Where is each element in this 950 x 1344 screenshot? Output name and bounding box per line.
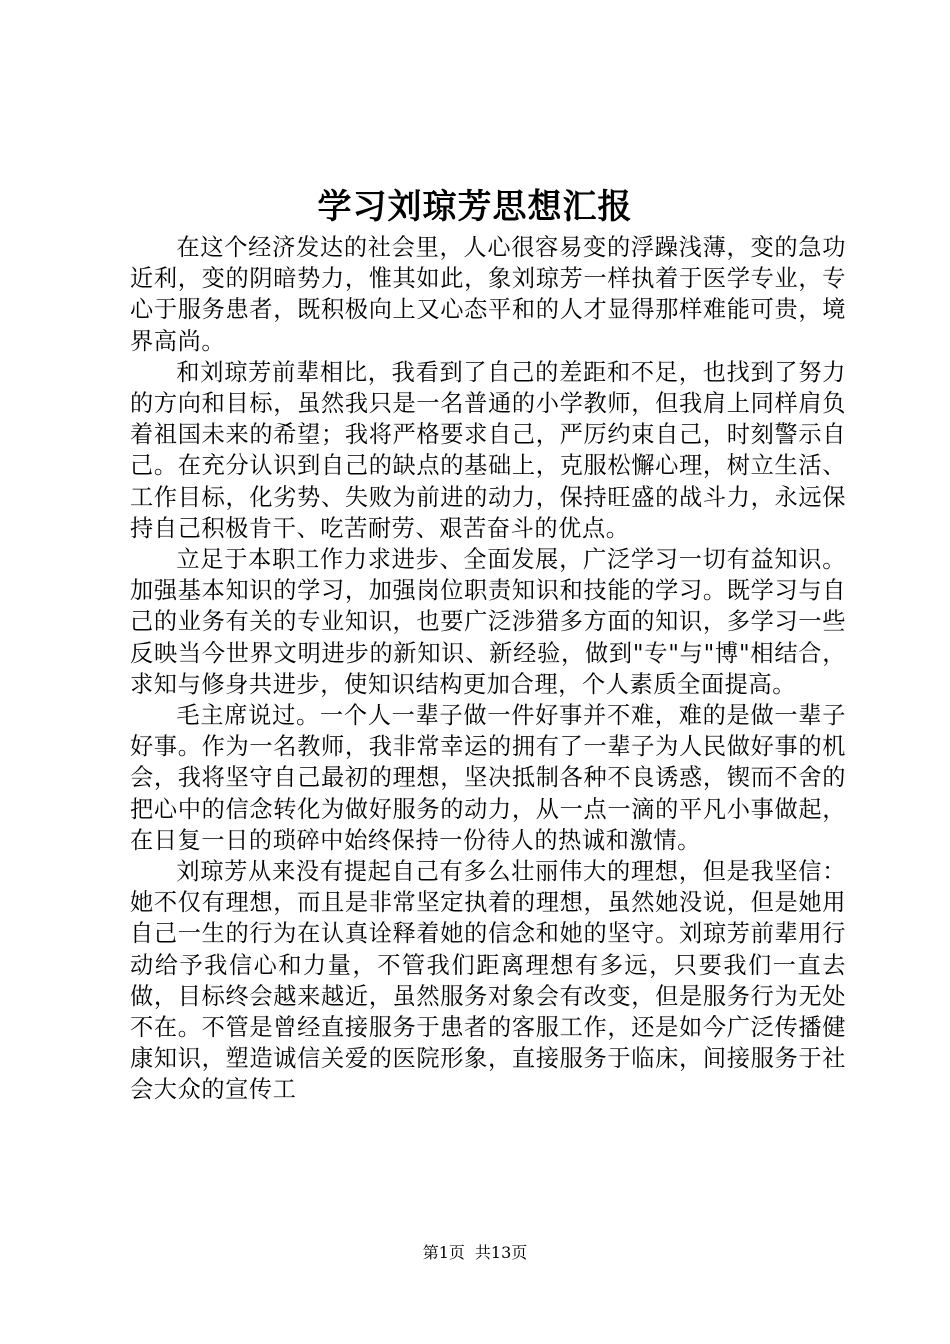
paragraph-1: 在这个经济发达的社会里，人心很容易变的浮躁浅薄，变的急功近利，变的阴暗势力，惟其如此，象刘琼芳一样执着于医学专业，专心于服务患者，既积极向上又心态平和的人才显得那样难能可贵，境界高尚。 — [130, 234, 846, 355]
page-footer — [0, 1241, 950, 1265]
document-title: 学习刘琼芳思想汇报 — [317, 187, 633, 227]
document-body — [130, 232, 846, 1106]
paragraph-5: 刘琼芳从来没有提起自己有多么壮丽伟大的理想，但是我坚信：她不仅有理想，而且是非常坚定执着的理想，虽然她没说，但是她用自己一生的行为在认真诠释着她的信念和她的坚守。刘琼芳前辈用行动给予我信心和力量，不管我们距离理想有多远，只要我们一直去做，目标终会越来越近，虽然服务对象会有改变，但是服务行为无处不在。不管是曾经直接服务于患者的客服工作，还是如今广泛传播健康知识，塑造诚信关爱的医院形象，直接服务于临床，间接服务于社会大众的宣传工 — [130, 858, 846, 1104]
paragraph-3: 立足于本职工作力求进步、全面发展，广泛学习一切有益知识。加强基本知识的学习，加强岗位职责知识和技能的学习。既学习与自己的业务有关的专业知识，也要广泛涉猎多方面的知识，多学习一些反映当今世界文明进步的新知识、新经验，做到"专"与"博"相结合，求知与修身共进步，使知识结构更加合理，个人素质全面提高。 — [130, 546, 846, 698]
paragraph-2: 和刘琼芳前辈相比，我看到了自己的差距和不足，也找到了努力的方向和目标，虽然我只是一名普通的小学教师，但我肩上同样肩负着祖国未来的希望；我将严格要求自己，严厉约束自己，时刻警示自己。在充分认识到自己的缺点的基础上，克服松懈心理，树立生活、工作目标，化劣势、失败为前进的动力，保持旺盛的战斗力，永远保持自己积极肯干、吃苦耐劳、艰苦奋斗的优点。 — [130, 358, 846, 542]
page-number: 第1页 — [422, 1243, 465, 1262]
page-total: 共13页 — [474, 1243, 528, 1262]
paragraph-4: 毛主席说过。一个人一辈子做一件好事并不难，难的是做一辈子好事。作为一名教师，我非常幸运的拥有了一辈子为人民做好事的机会，我将坚守自己最初的理想，坚决抵制各种不良诱惑，锲而不舍的把心中的信念转化为做好服务的动力，从一点一滴的平凡小事做起，在日复一日的琐碎中始终保持一份待人的热诚和激情。 — [130, 702, 846, 854]
